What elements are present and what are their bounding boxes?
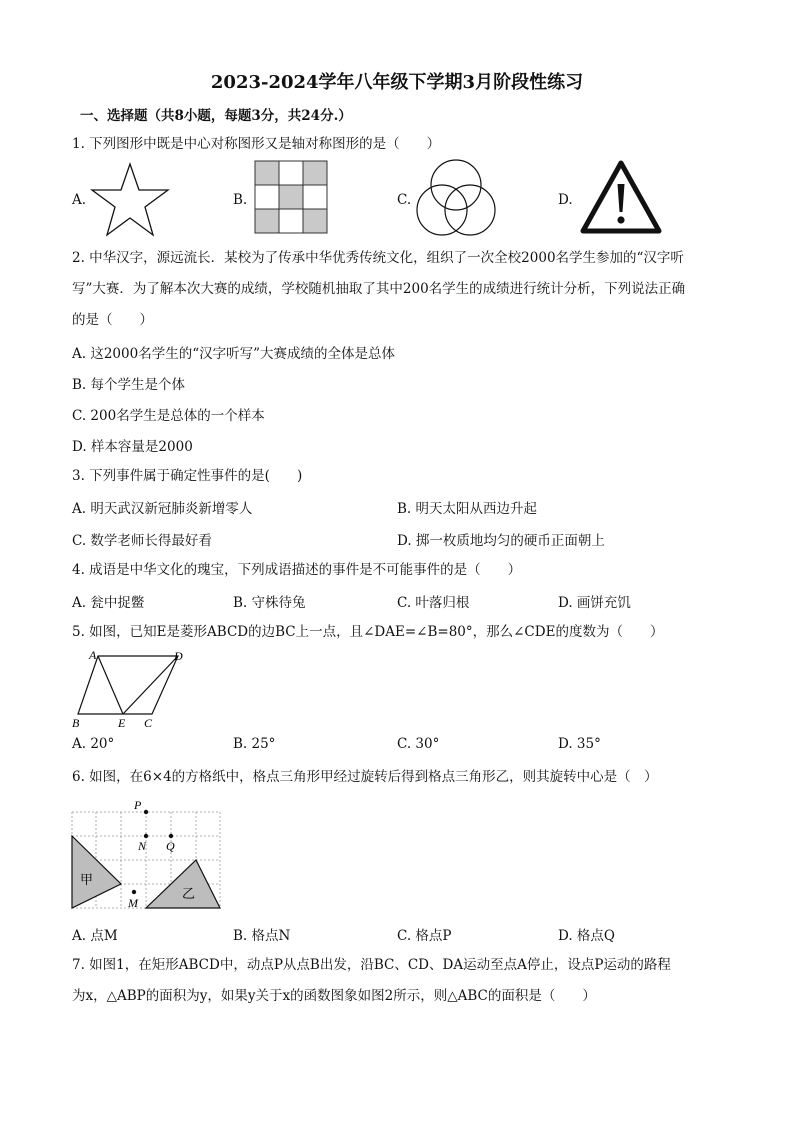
q3-option-b: B. 明天太阳从西边升起	[397, 501, 538, 517]
q7-stem-line-2: 为x，△ABP的面积为y，如果y关于x的函数图象如图2所示，则△ABC的面积是（ ）	[72, 988, 596, 1004]
rhombus-figure	[70, 646, 190, 730]
q2-option-a: A. 这2000名学生的“汉字听写”大赛成绩的全体是总体	[72, 346, 395, 362]
q1-option-d: D.	[558, 192, 573, 208]
q2-option-c: C. 200名学生是总体的一个样本	[72, 408, 265, 424]
q3-stem: 3. 下列事件属于确定性事件的是( )	[72, 468, 303, 484]
q4-option-a: A. 瓮中捉鳖	[72, 595, 145, 611]
label-b: B	[72, 716, 80, 730]
q7-stem-line-1: 7. 如图1，在矩形ABCD中，动点P从点B出发，沿BC、CD、DA运动至点A停止，设点P运动的路程	[72, 957, 671, 973]
rotation-grid-figure	[70, 798, 226, 910]
q4-option-d: D. 画饼充饥	[558, 595, 631, 611]
label-n: N	[138, 839, 147, 853]
q2-stem-line-1: 2. 中华汉字，源远流长．某校为了传承中华优秀传统文化，组织了一次全校2000名学生参加的“汉字听	[72, 250, 684, 266]
q4-stem: 4. 成语是中华文化的瑰宝，下列成语描述的事件是不可能事件的是（ ）	[72, 562, 522, 578]
q1-option-a: A.	[72, 192, 87, 208]
triquetra-icon	[414, 158, 498, 238]
q5-option-a: A. 20°	[72, 736, 115, 752]
q6-option-c: C. 格点P	[397, 928, 452, 944]
q3-option-d: D. 掷一枚质地均匀的硬币正面朝上	[397, 533, 605, 549]
label-q: Q	[166, 839, 175, 853]
q2-option-b: B. 每个学生是个体	[72, 377, 186, 393]
q6-option-b: B. 格点N	[233, 928, 291, 944]
q5-option-d: D. 35°	[558, 736, 601, 752]
q1-stem: 1. 下列图形中既是中心对称图形又是轴对称图形的是（ ）	[72, 136, 441, 152]
label-e: E	[118, 716, 126, 730]
q6-stem: 6. 如图，在6×4的方格纸中，格点三角形甲经过旋转后得到格点三角形乙，则其旋转中心是（ ）	[72, 769, 658, 785]
section-heading: 一、选择题（共8小题，每题3分，共24分.）	[80, 108, 352, 124]
q4-option-c: C. 叶落归根	[397, 595, 470, 611]
label-d: D	[174, 649, 183, 663]
label-a: A	[89, 648, 97, 662]
q5-option-b: B. 25°	[233, 736, 276, 752]
page-title: 2023-2024学年八年级下学期3月阶段性练习	[210, 72, 584, 93]
q6-option-d: D. 格点Q	[558, 928, 615, 944]
label-m: M	[128, 896, 138, 910]
q1-option-b: B.	[233, 192, 248, 208]
q3-option-a: A. 明天武汉新冠肺炎新增零人	[72, 501, 253, 517]
label-yi: 乙	[182, 887, 196, 902]
q5-stem: 5. 如图，已知E是菱形ABCD的边BC上一点，且∠DAE=∠B=80°，那么∠CDE的度数为（ ）	[72, 624, 664, 640]
warning-triangle-icon	[580, 160, 662, 234]
label-jia: 甲	[80, 873, 94, 888]
checker-grid-icon	[254, 160, 328, 234]
q1-option-c: C.	[397, 192, 412, 208]
q4-option-b: B. 守株待兔	[233, 595, 306, 611]
q2-stem-line-3: 的是（ ）	[72, 312, 153, 328]
q2-stem-line-2: 写”大赛．为了解本次大赛的成绩，学校随机抽取了其中200名学生的成绩进行统计分析，下列说法正确	[72, 281, 686, 297]
label-c: C	[144, 716, 153, 730]
label-p: P	[134, 798, 142, 812]
star-icon	[90, 162, 170, 238]
q3-option-c: C. 数学老师长得最好看	[72, 533, 212, 549]
q6-option-a: A. 点M	[72, 928, 118, 944]
q5-option-c: C. 30°	[397, 736, 440, 752]
q2-option-d: D. 样本容量是2000	[72, 439, 193, 455]
